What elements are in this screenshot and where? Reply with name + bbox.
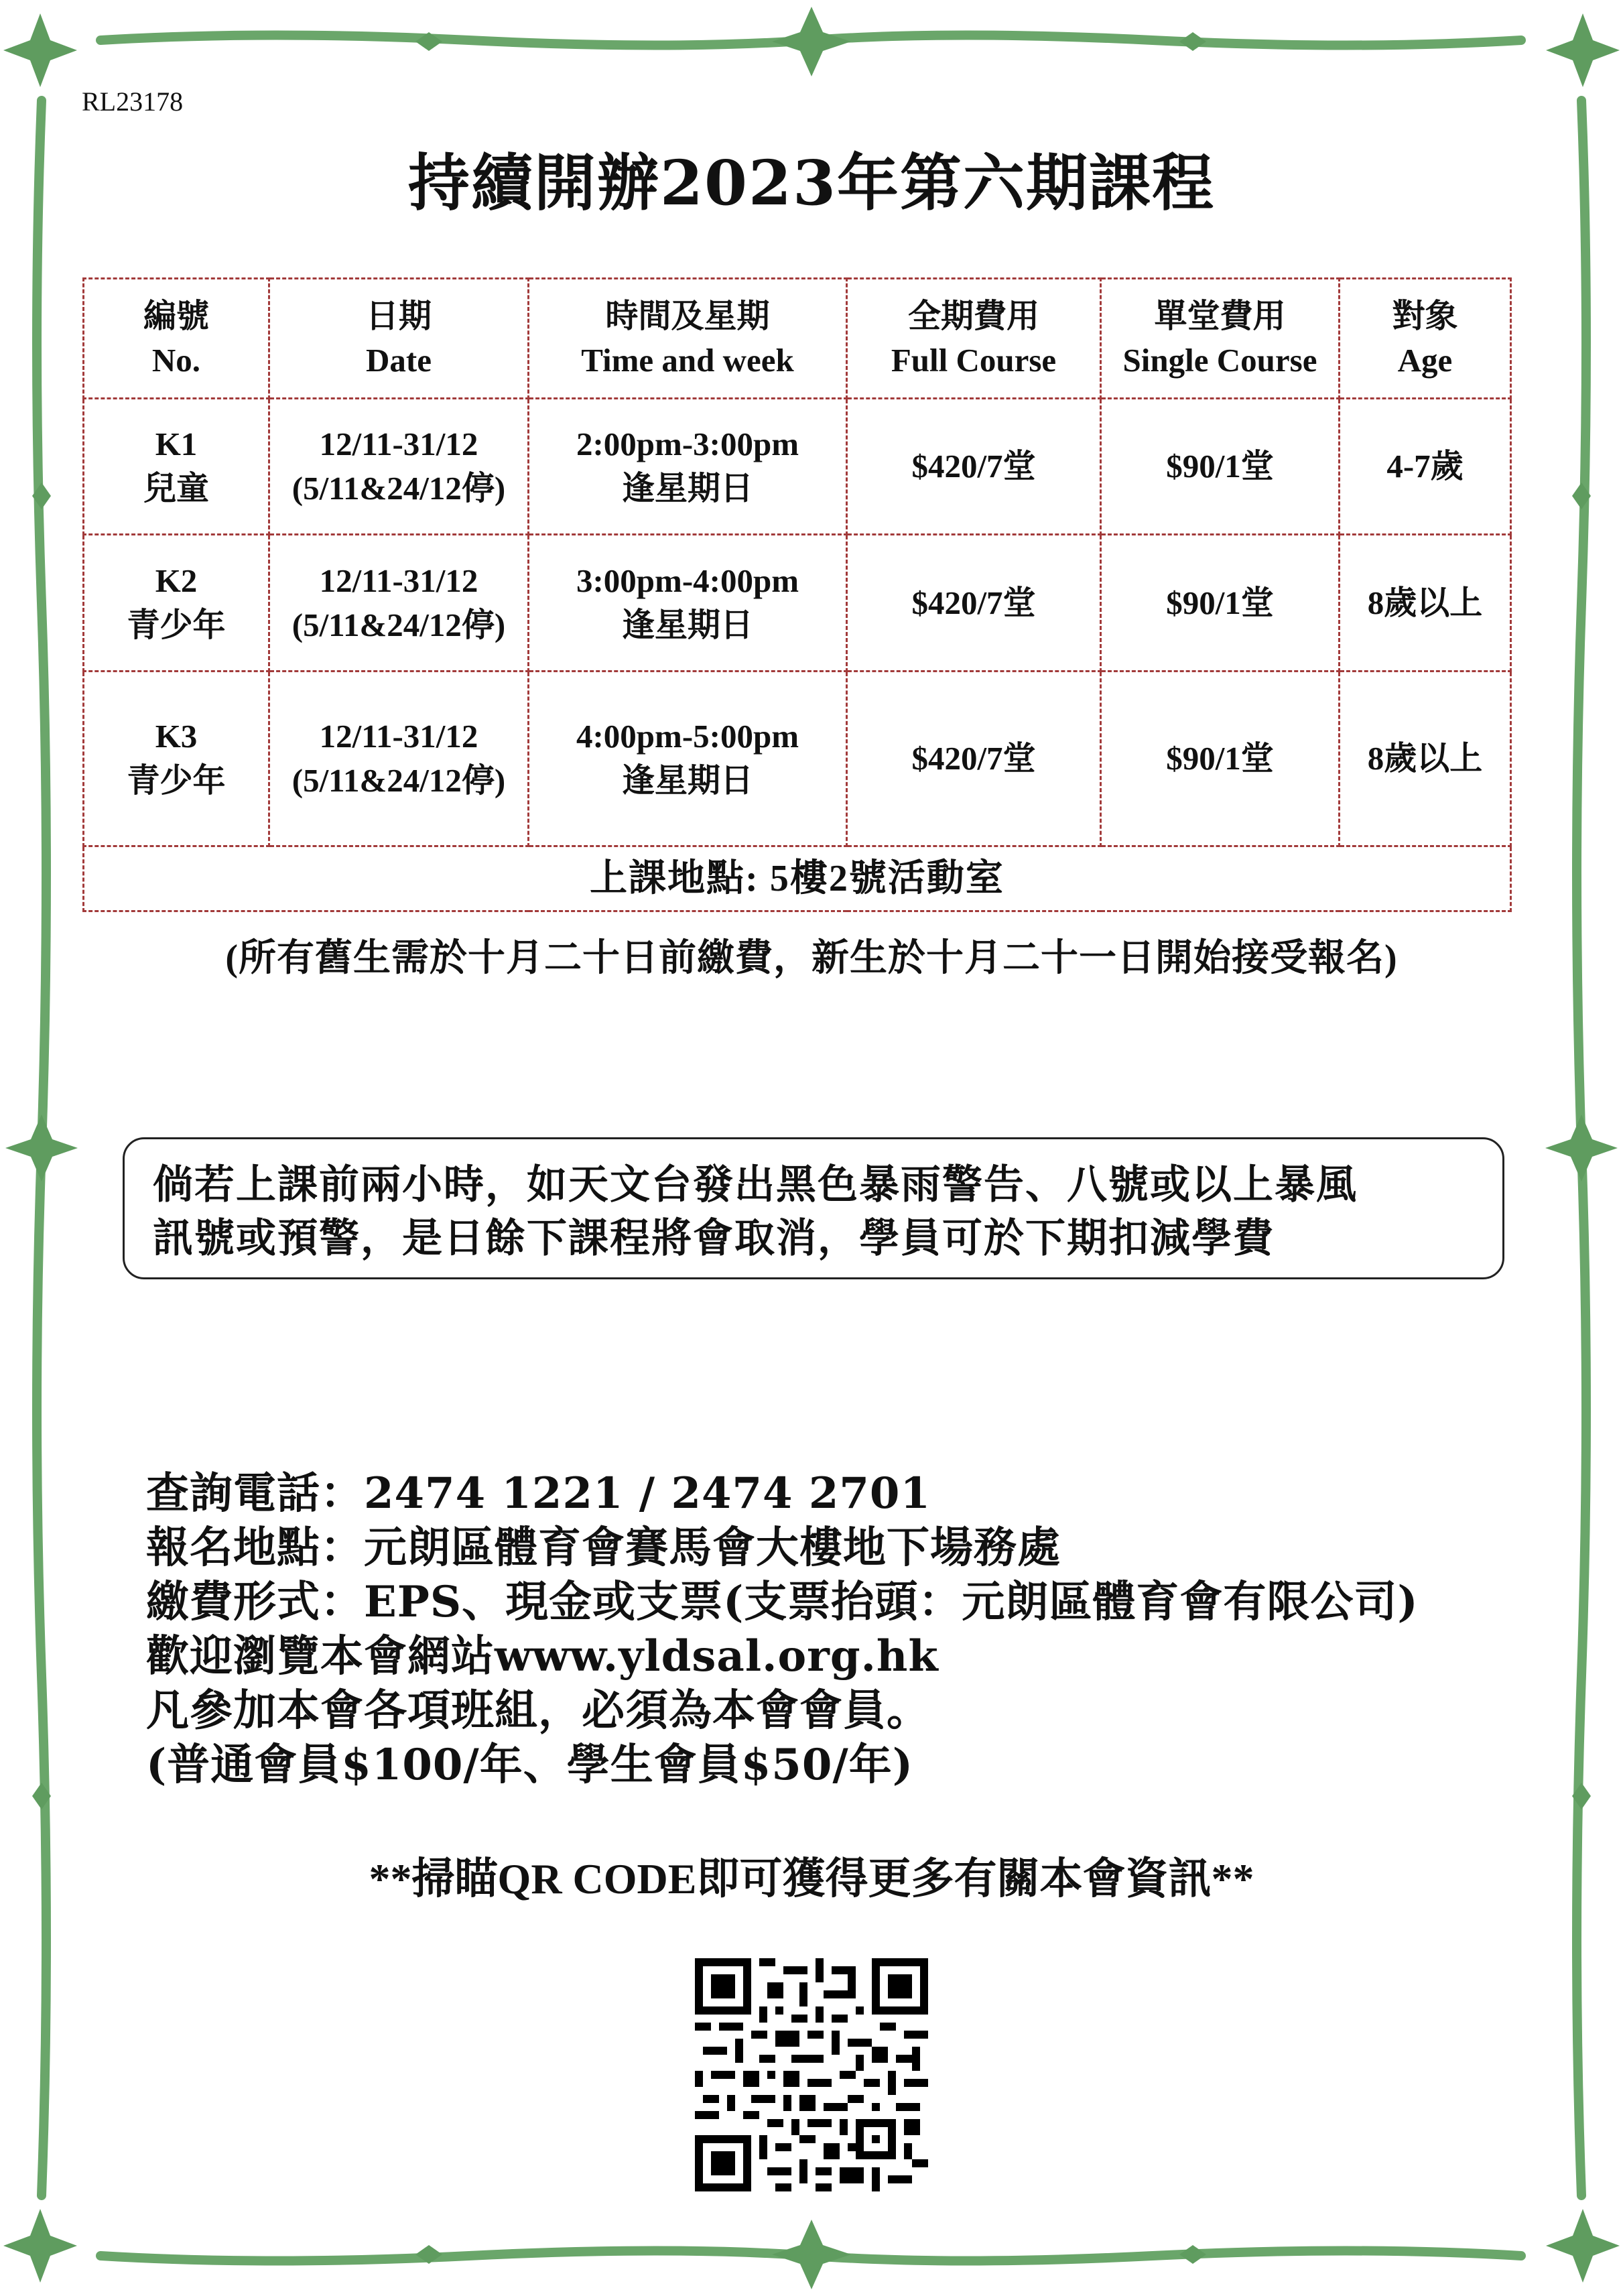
header-full-course: 全期費用 Full Course — [847, 279, 1101, 399]
full-fee-cell: $420/7堂 — [847, 399, 1101, 535]
full-fee-cell: $420/7堂 — [847, 672, 1101, 846]
header-age: 對象 Age — [1340, 279, 1511, 399]
header-date: 日期 Date — [269, 279, 529, 399]
reference-code: RL23178 — [82, 86, 184, 117]
table-header-row — [84, 279, 1511, 399]
venue-row — [84, 846, 1511, 911]
table-row — [84, 672, 1511, 846]
contact-location: 報名地點：元朗區體育會賽馬會大樓地下場務處 — [146, 1523, 1061, 1573]
qr-code-icon[interactable] — [695, 1958, 928, 2191]
contact-payment: 繳費形式：EPS、現金或支票(支票抬頭：元朗區體育會有限公司) — [146, 1577, 1419, 1627]
table-row — [84, 535, 1511, 672]
header-time: 時間及星期 Time and week — [529, 279, 847, 399]
header-no: 編號 No. — [84, 279, 269, 399]
course-code-cell: K3 青少年 — [84, 672, 269, 846]
single-fee-cell: $90/1堂 — [1101, 535, 1340, 672]
single-fee-cell: $90/1堂 — [1101, 672, 1340, 846]
table-row — [84, 399, 1511, 535]
qr-prompt: **掃瞄QR CODE即可獲得更多有關本會資訊** — [369, 1855, 1254, 1903]
course-code-cell: K2 青少年 — [84, 535, 269, 672]
warning-line-2: 訊號或預警，是日餘下課程將會取消，學員可於下期扣減學費 — [153, 1216, 1275, 1261]
date-cell: 12/11-31/12 (5/11&24/12停) — [269, 399, 529, 535]
contact-fees: (普通會員$100/年、學生會員$50/年) — [146, 1740, 914, 1790]
single-fee-cell: $90/1堂 — [1101, 399, 1340, 535]
time-cell: 2:00pm-3:00pm 逢星期日 — [529, 399, 847, 535]
weather-warning-box — [123, 1137, 1504, 1279]
course-table — [82, 277, 1512, 912]
age-cell: 4-7歲 — [1340, 399, 1511, 535]
date-cell: 12/11-31/12 (5/11&24/12停) — [269, 535, 529, 672]
contact-membership: 凡參加本會各項班組，必須為本會會員。 — [146, 1685, 930, 1736]
page-title: 持續開辦2023年第六期課程 — [407, 147, 1216, 219]
age-cell: 8歲以上 — [1340, 535, 1511, 672]
time-cell: 4:00pm-5:00pm 逢星期日 — [529, 672, 847, 846]
venue-cell: 上課地點: 5樓2號活動室 — [84, 846, 1511, 911]
contact-info — [146, 1466, 1419, 1792]
course-code-cell: K1 兒童 — [84, 399, 269, 535]
date-cell: 12/11-31/12 (5/11&24/12停) — [269, 672, 529, 846]
contact-phone: 查詢電話：2474 1221 / 2474 2701 — [146, 1468, 931, 1519]
contact-website: 歡迎瀏覽本會網站www.yldsal.org.hk — [146, 1631, 939, 1681]
time-cell: 3:00pm-4:00pm 逢星期日 — [529, 535, 847, 672]
header-single-course: 單堂費用 Single Course — [1101, 279, 1340, 399]
warning-line-1: 倘若上課前兩小時，如天文台發出黑色暴雨警告、八號或以上暴風 — [153, 1163, 1358, 1207]
full-fee-cell: $420/7堂 — [847, 535, 1101, 672]
age-cell: 8歲以上 — [1340, 672, 1511, 846]
payment-note: (所有舊生需於十月二十日前繳費，新生於十月二十一日開始接受報名) — [225, 938, 1398, 979]
